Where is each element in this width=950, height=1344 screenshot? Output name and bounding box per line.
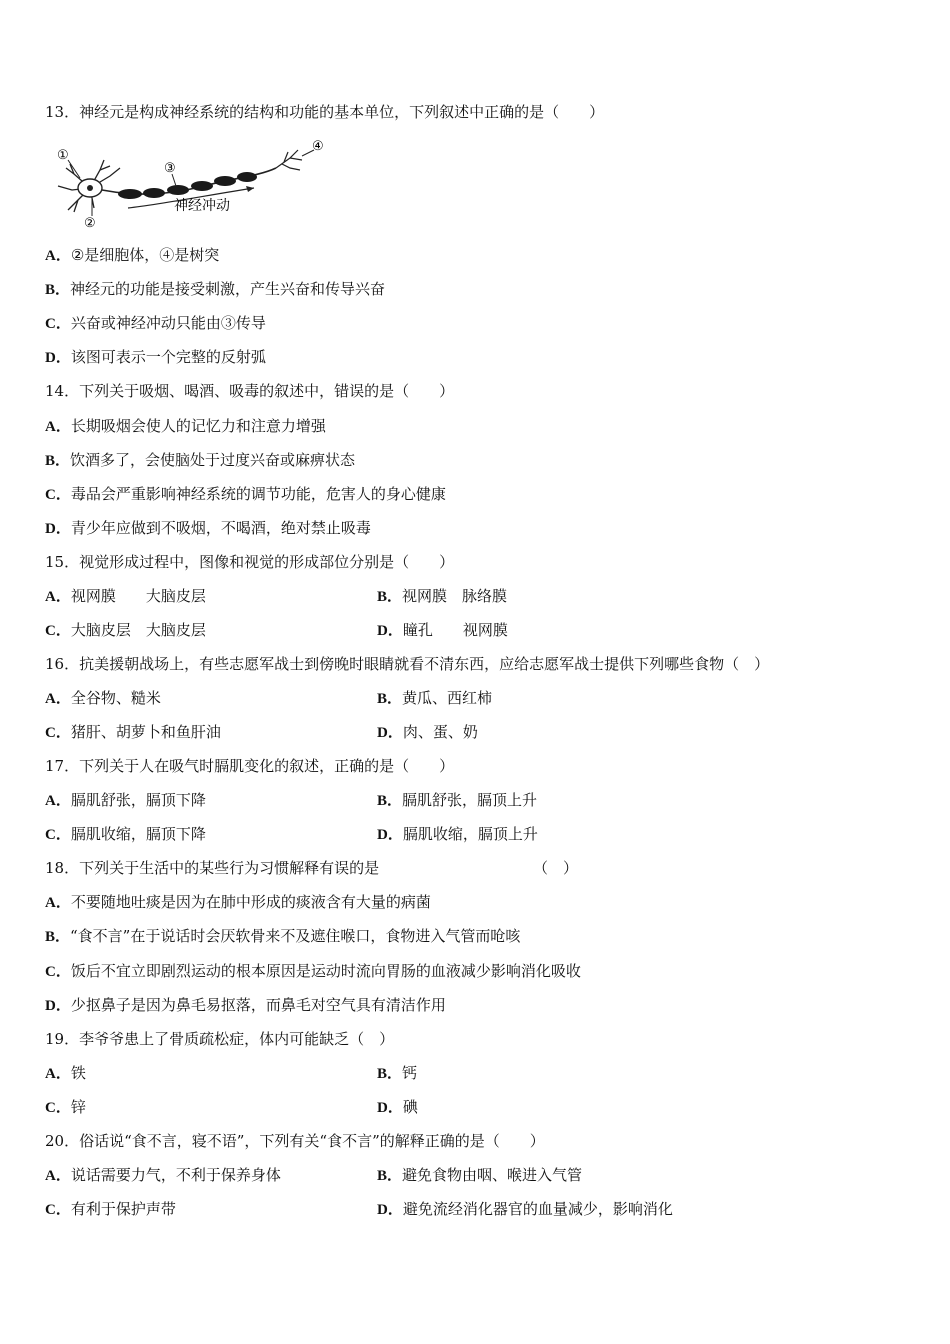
question-20-stem: 20．俗话说“食不言，寝不语”，下列有关“食不言”的解释正确的是（ ） <box>45 1132 545 1150</box>
q18-option-d: D．少抠鼻子是因为鼻毛易抠落，而鼻毛对空气具有清洁作用 <box>45 996 446 1014</box>
q20-option-a: A．说话需要力气，不利于保养身体 <box>45 1166 281 1184</box>
q16-option-d: D．肉、蛋、奶 <box>377 723 478 741</box>
question-14-stem: 14．下列关于吸烟、喝酒、吸毒的叙述中，错误的是（ ） <box>45 382 455 400</box>
q15-option-c: C．大脑皮层 大脑皮层 <box>45 621 206 639</box>
q13-option-c: C．兴奋或神经冲动只能由③传导 <box>45 314 266 332</box>
q14-option-c: C．毒品会严重影响神经系统的调节功能，危害人的身心健康 <box>45 485 446 503</box>
q19-option-d: D．碘 <box>377 1098 418 1116</box>
figure-caption: 神经冲动 <box>174 198 230 214</box>
nucleus <box>87 185 93 191</box>
q16-option-b: B．黄瓜、西红柿 <box>377 689 493 707</box>
q19-option-b: B．钙 <box>377 1064 418 1082</box>
q14-option-d: D．青少年应做到不吸烟，不喝酒，绝对禁止吸毒 <box>45 519 371 537</box>
q20-option-b: B．避免食物由咽、喉进入气管 <box>377 1166 583 1184</box>
question-18-stem: 18．下列关于生活中的某些行为习惯解释有误的是 <box>45 859 380 877</box>
myelin-sheath <box>118 172 257 199</box>
q18-option-b: B．“食不言”在于说话时会厌软骨来不及遮住喉口，食物进入气管而呛咳 <box>45 927 521 945</box>
label-4: ④ <box>312 139 324 154</box>
label-3: ③ <box>164 161 176 176</box>
question-18-bracket: （ ） <box>533 859 579 877</box>
q13-option-a: A．②是细胞体，④是树突 <box>45 246 220 264</box>
q15-option-b: B．视网膜 脉络膜 <box>377 587 508 605</box>
q14-option-a: A．长期吸烟会使人的记忆力和注意力增强 <box>45 417 326 435</box>
question-15-stem: 15．视觉形成过程中，图像和视觉的形成部位分别是（ ） <box>45 553 455 571</box>
q17-option-b: B．膈肌舒张，膈顶上升 <box>377 791 538 809</box>
axon-terminals <box>276 150 302 170</box>
q17-option-d: D．膈肌收缩，膈顶上升 <box>377 825 538 843</box>
label-2: ② <box>84 216 96 231</box>
question-16-stem: 16．抗美援朝战场上，有些志愿军战士到傍晚时眼睛就看不清东西，应给志愿军战士提供下列哪些食物（ ） <box>45 655 770 673</box>
q16-option-a: A．全谷物、糙米 <box>45 689 161 707</box>
neuron-diagram <box>44 138 344 234</box>
q18-option-c: C．饭后不宜立即剧烈运动的根本原因是运动时流向胃肠的血液减少影响消化吸收 <box>45 962 581 980</box>
question-13-stem: 13．神经元是构成神经系统的结构和功能的基本单位，下列叙述中正确的是（ ） <box>45 103 605 121</box>
q14-option-b: B．饮酒多了，会使脑处于过度兴奋或麻痹状态 <box>45 451 356 469</box>
label-1: ① <box>57 148 69 163</box>
q15-option-d: D．瞳孔 视网膜 <box>377 621 508 639</box>
q18-option-a: A．不要随地吐痰是因为在肺中形成的痰液含有大量的病菌 <box>45 893 431 911</box>
q15-option-a: A．视网膜 大脑皮层 <box>45 587 206 605</box>
q16-option-c: C．猪肝、胡萝卜和鱼肝油 <box>45 723 221 741</box>
q17-option-a: A．膈肌舒张，膈顶下降 <box>45 791 206 809</box>
q20-option-d: D．避免流经消化器官的血量减少，影响消化 <box>377 1200 673 1218</box>
q17-option-c: C．膈肌收缩，膈顶下降 <box>45 825 206 843</box>
q19-option-c: C．锌 <box>45 1098 86 1116</box>
q19-option-a: A．铁 <box>45 1064 86 1082</box>
q13-option-b: B．神经元的功能是接受刺激，产生兴奋和传导兴奋 <box>45 280 386 298</box>
q20-option-c: C．有利于保护声带 <box>45 1200 176 1218</box>
q13-option-d: D．该图可表示一个完整的反射弧 <box>45 348 266 366</box>
question-19-stem: 19．李爷爷患上了骨质疏松症，体内可能缺乏（ ） <box>45 1030 395 1048</box>
question-17-stem: 17．下列关于人在吸气时膈肌变化的叙述，正确的是（ ） <box>45 757 455 775</box>
